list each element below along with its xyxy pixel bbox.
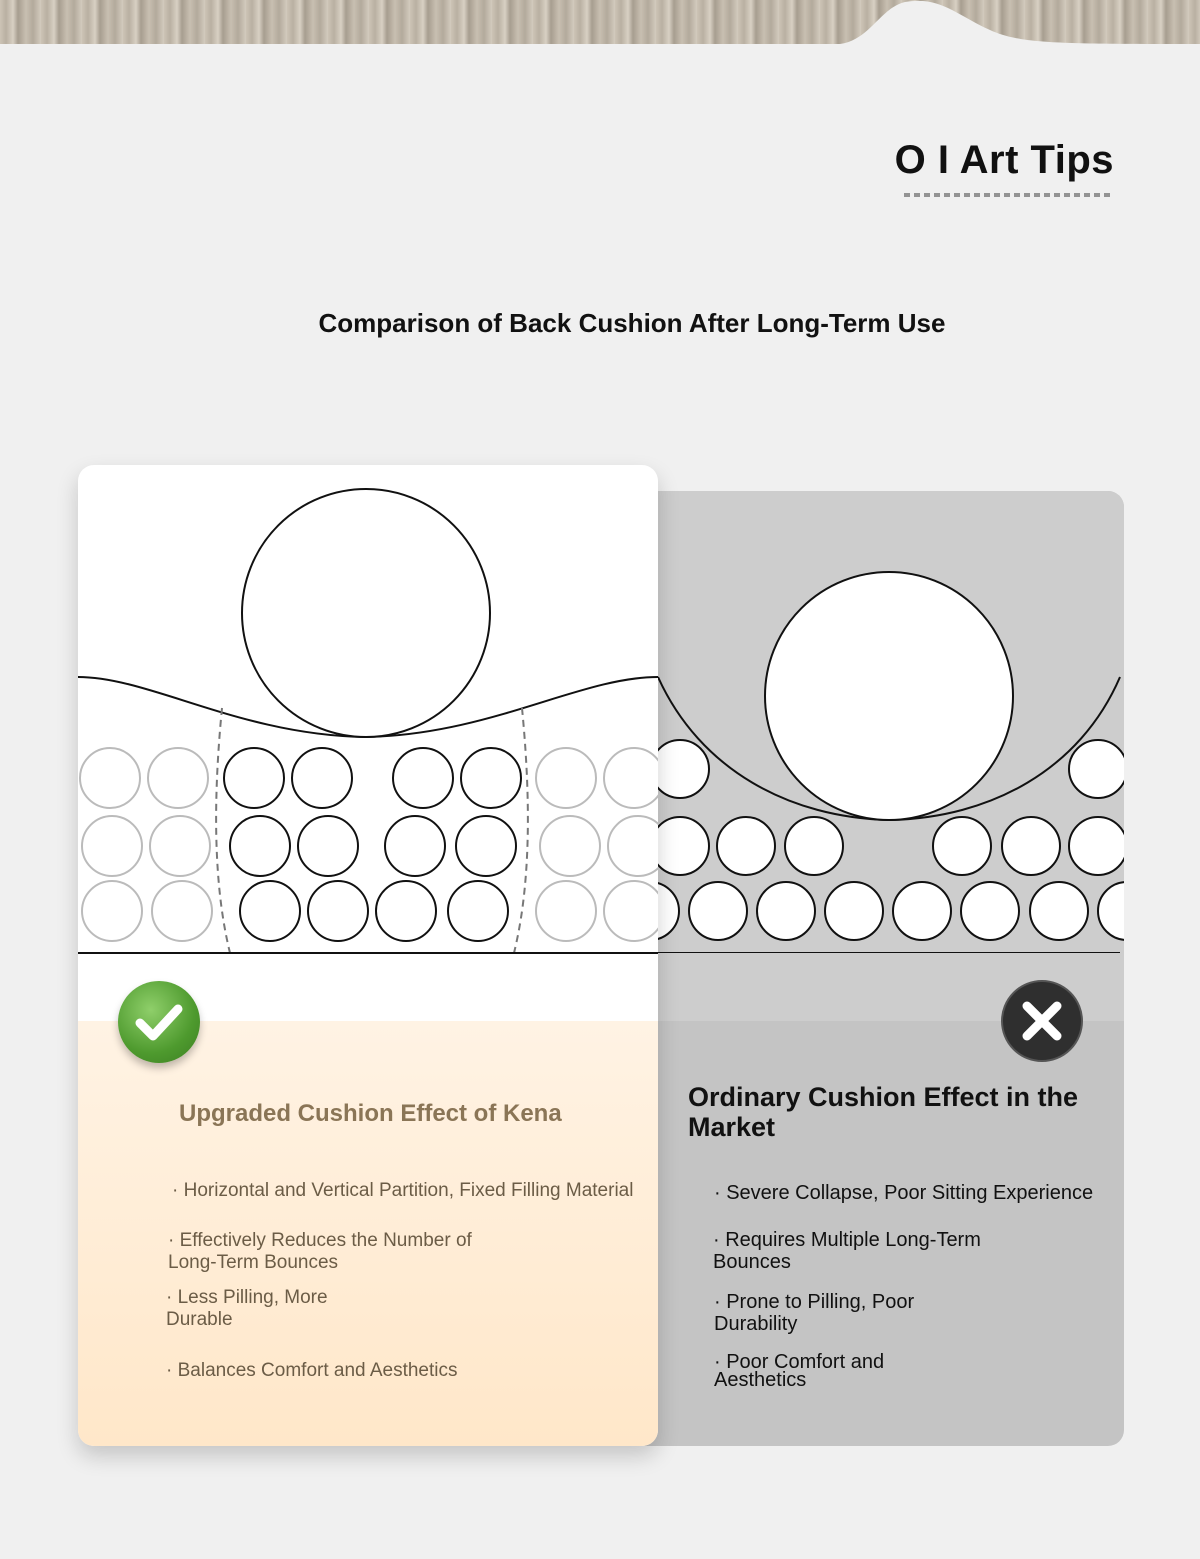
upgraded-feature-4: · Balances Comfort and Aesthetics xyxy=(166,1360,458,1381)
check-icon xyxy=(118,981,200,1063)
ordinary-feature-2: · Requires Multiple Long-Term Bounces xyxy=(713,1229,981,1273)
cross-icon xyxy=(1001,980,1083,1062)
page-heading: Comparison of Back Cushion After Long-Term Use xyxy=(318,308,946,338)
upgraded-feature-3: · Less Pilling, More Durable xyxy=(166,1287,328,1330)
ordinary-title: Ordinary Cushion Effect in the Market xyxy=(688,1082,1079,1142)
ordinary-feature-3: · Prone to Pilling, Poor Durability xyxy=(714,1291,915,1335)
brand-title: O I Art Tips xyxy=(894,138,1114,182)
upgraded-feature-1: · Horizontal and Vertical Partition, Fixed Filling Material xyxy=(172,1180,634,1201)
upgraded-title: Upgraded Cushion Effect of Kena xyxy=(179,1100,562,1127)
upgraded-feature-2: · Effectively Reduces the Number of Long-Term Bounces xyxy=(168,1230,472,1273)
upgraded-head-ball xyxy=(242,489,490,737)
ordinary-feature-4: · Poor Comfort and Aesthetics xyxy=(714,1351,885,1391)
ordinary-feature-1: · Severe Collapse, Poor Sitting Experience xyxy=(714,1182,1094,1204)
